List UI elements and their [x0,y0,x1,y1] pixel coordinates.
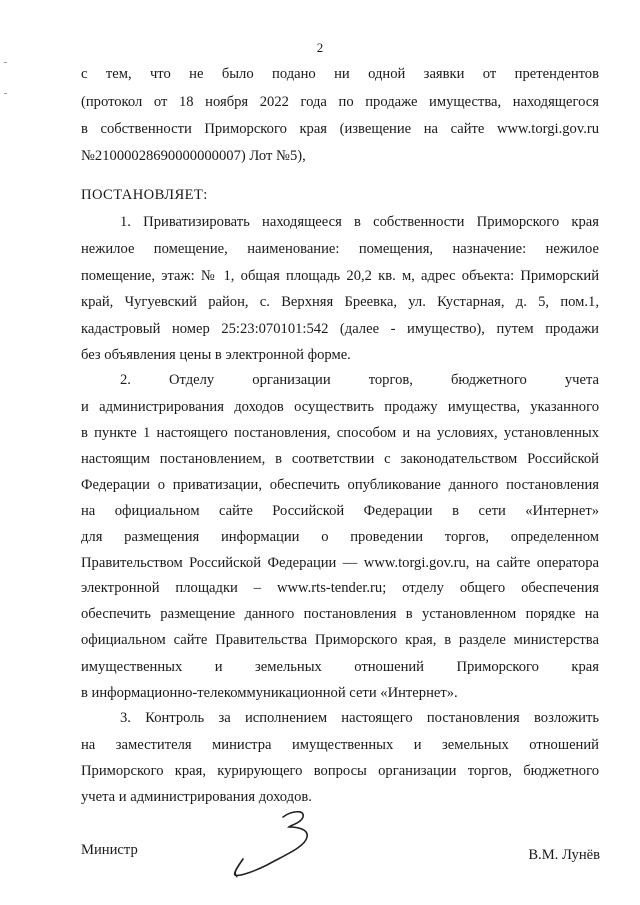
item-2-line: Федерации о приватизации, обеспечить опубликование данного постановления [81,477,599,493]
item-1-line: 1. Приватизировать находящееся в собственности Приморского края [120,214,599,230]
item-2-line: в пункте 1 настоящего постановления, способом и на условиях, установленных [81,425,599,441]
item-2-line: и администрирования доходов осуществить продажу имущества, указанного [81,399,599,415]
item-1-line: без объявления цены в электронной форме. [81,347,351,363]
item-2-line: настоящим постановлением, в соответствии с законодательством Российской [81,451,599,467]
intro-line: в собственности Приморского края (извещение на сайте www.torgi.gov.ru [81,121,599,137]
item-2-line: официальном сайте Правительства Приморского края, в разделе министерства [81,632,599,648]
item-2-line: 2. Отделу организации торгов, бюджетного учета [120,372,599,388]
item-3-line: Приморского края, курирующего вопросы организации торгов, бюджетного [81,763,599,779]
item-1-line: нежилое помещение, наименование: помещения, назначение: нежилое [81,241,599,257]
item-2-line: электронной площадки – www.rts-tender.ru; отделу общего обеспечения [81,580,599,596]
item-2-line: обеспечить размещение данного постановления в установленном порядке на [81,606,599,622]
item-1-line: помещение, этаж: № 1, общая площадь 20,2 кв. м, адрес объекта: Приморский [81,268,599,284]
item-1-line: край, Чугуевский район, с. Верхняя Бреевка, ул. Кустарная, д. 5, пом.1, [81,294,599,310]
handwritten-signature [225,803,345,883]
item-1-line: кадастровый номер 25:23:070101:542 (далее - имущество), путем продажи [81,321,599,337]
intro-line: с тем, что не было подано ни одной заявки от претендентов [81,66,599,82]
item-2-line: в информационно-телекоммуникационной сети «Интернет». [81,685,458,701]
item-2-line: Правительством Российской Федерации — www.torgi.gov.ru, на сайте оператора [81,555,599,571]
resolution-heading: ПОСТАНОВЛЯЕТ: [81,187,208,203]
scan-edge-mark [4,93,7,94]
item-2-line: имущественных и земельных отношений Приморского края [81,659,599,675]
scan-edge-mark [4,62,7,63]
item-2-line: для размещения информации о проведении торгов, определенном [81,529,599,545]
item-3-line: на заместителя министра имущественных и земельных отношений [81,737,599,753]
item-3-line: 3. Контроль за исполнением настоящего постановления возложить [120,710,599,726]
item-3-line: учета и администрирования доходов. [81,789,312,805]
intro-line: №21000028690000000007) Лот №5), [81,148,306,164]
item-2-line: на официальном сайте Российской Федерации в сети «Интернет» [81,503,599,519]
signer-title: Министр [81,842,138,858]
page-number: 2 [316,40,324,55]
intro-line: (протокол от 18 ноября 2022 года по продаже имущества, находящегося [81,94,599,110]
signer-name: В.М. Лунёв [528,847,600,863]
